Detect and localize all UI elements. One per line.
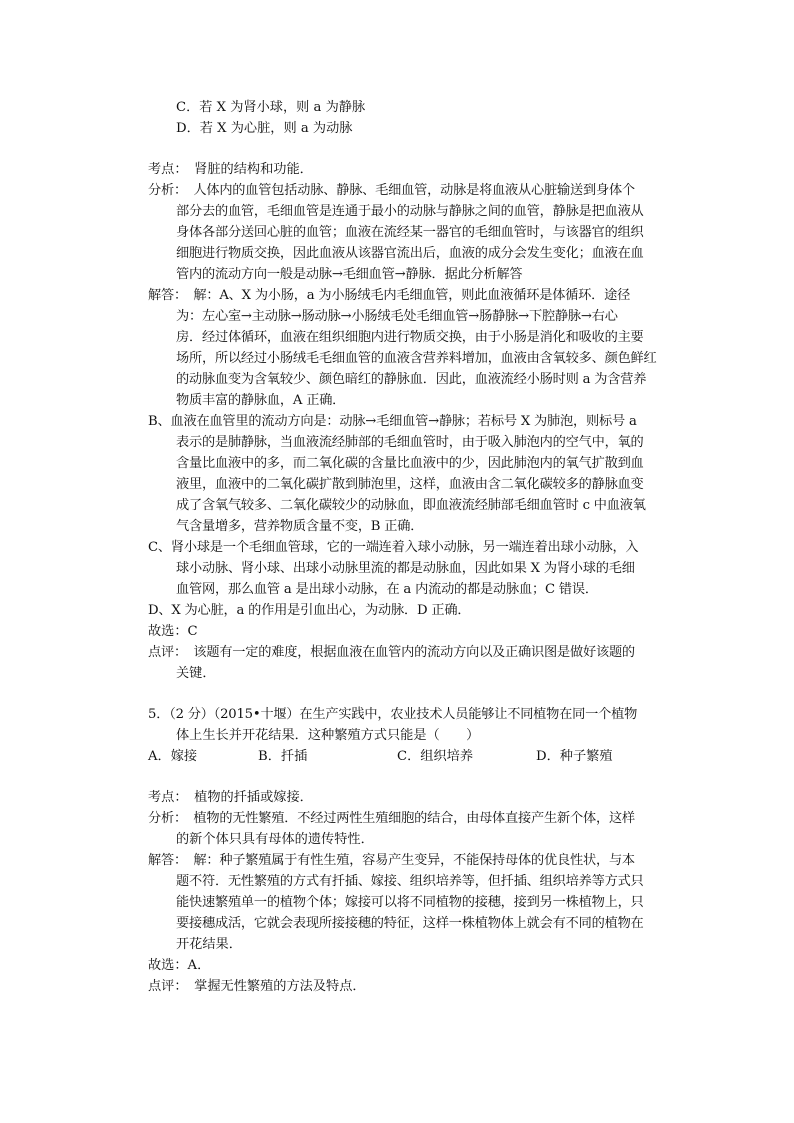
q5-jieda-line-3: 能快速繁殖单一的植物个体；嫁接可以将不同植物的接穗，接到另一株植物上，只	[176, 895, 644, 910]
q4-jieda-line-3: 房．经过体循环，血液在组织细胞内进行物质交换，由于小肠是消化和吸收的主要	[176, 330, 644, 345]
q5-kaodian: 考点： 植物的扦插或嫁接．	[148, 790, 313, 805]
q4-fenxi-line-1: 分析： 人体内的血管包括动脉、静脉、毛细血管，动脉是将血液从心脏输送到身体个	[148, 183, 635, 198]
q4-option-d: D．若 X 为心脏，则 a 为动脉	[176, 121, 353, 136]
q5-guxuan: 故选：A．	[148, 958, 211, 973]
q5-stem-line-1: 5．（2 分）（2015•十堰）在生产实践中，农业技术人员能够让不同植物在同一个植物	[148, 707, 638, 722]
q4-jieda-line-6: 物质丰富的静脉血，A 正确．	[176, 393, 346, 408]
q5-option-c: C．组织培养	[397, 749, 474, 764]
q5-jieda-line-5: 开花结果．	[176, 937, 242, 952]
q4-fenxi-line-4: 细胞进行物质交换，因此血液从该器官流出后，血液的成分会发生变化；血液在血	[176, 246, 644, 261]
q5-jieda-line-4: 要接穗成活，它就会表现所接接穗的特征，这样一株植物体上就会有不同的植物在	[176, 916, 644, 931]
q4-jieda-line-8: 表示的是肺静脉，当血液流经肺部的毛细血管时，由于吸入肺泡内的空气中，氧的	[176, 435, 644, 450]
q4-option-c: C．若 X 为肾小球，则 a 为静脉	[176, 100, 366, 115]
q4-jieda-line-7: B、血液在血管里的流动方向是：动脉→毛细血管→静脉；若标号 X 为肺泡，则标号 a	[148, 414, 637, 429]
q4-kaodian: 考点： 肾脏的结构和功能．	[148, 162, 313, 177]
q5-option-d: D．种子繁殖	[536, 749, 613, 764]
q5-fenxi-line-1: 分析： 植物的无性繁殖．不经过两性生殖细胞的结合，由母体直接产生新个体，这样	[148, 811, 635, 826]
q4-fenxi-line-2: 部分去的血管，毛细血管是连通于最小的动脉与静脉之间的血管，静脉是把血液从	[176, 204, 644, 219]
q5-fenxi-line-2: 的新个体只具有母体的遗传特性．	[176, 832, 374, 847]
q4-dianping-line-1: 点评： 该题有一定的难度，根据血液在血管内的流动方向以及正确识图是做好该题的	[148, 645, 635, 660]
q4-jieda-line-11: 成了含氧气较多、二氧化碳较少的动脉血，即血液流经肺部毛细血管时 c 中血液氧	[176, 498, 646, 513]
q4-jieda-line-4: 场所，所以经过小肠绒毛毛细血管的血液含营养料增加，血液由含氧较多、颜色鲜红	[176, 351, 657, 366]
q5-stem-line-2: 体上生长并开花结果．这种繁殖方式只能是（ ）	[176, 728, 480, 743]
q5-option-a: A．嫁接	[148, 749, 198, 764]
q4-fenxi-line-5: 管内的流动方向一般是动脉→毛细血管→静脉．据此分析解答	[176, 267, 523, 282]
q4-guxuan: 故选：C	[148, 624, 198, 639]
q4-jieda-line-15: 血管网，那么血管 a 是出球小动脉，在 a 内流动的都是动脉血；C 错误．	[176, 582, 598, 597]
q5-jieda-line-2: 题不符．无性繁殖的方式有扦插、嫁接、组织培养等，但扦插、组织培养等方式只	[176, 874, 644, 889]
q4-jieda-line-1: 解答： 解：A、X 为小肠，a 为小肠绒毛内毛细血管，则此血液循环是体循环．途径	[148, 288, 631, 303]
q4-jieda-line-13: C、肾小球是一个毛细血管球，它的一端连着入球小动脉，另一端连着出球小动脉，入	[148, 540, 639, 555]
q4-jieda-line-2: 为：左心室→主动脉→肠动脉→小肠绒毛处毛细血管→肠静脉→下腔静脉→右心	[176, 309, 618, 324]
q5-dianping: 点评： 掌握无性繁殖的方法及特点．	[148, 979, 366, 994]
q4-dianping-line-2: 关键．	[176, 666, 216, 681]
q4-jieda-line-16: D、X 为心脏，a 的作用是引血出心，为动脉．D 正确．	[148, 603, 471, 618]
q5-option-b: B．扦插	[258, 749, 308, 764]
q4-jieda-line-5: 的动脉血变为含氧较少、颜色暗红的静脉血．因此，血液流经小肠时则 a 为含营养	[176, 372, 647, 387]
q4-jieda-line-14: 球小动脉、肾小球、出球小动脉里流的都是动脉血，因此如果 X 为肾小球的毛细	[176, 561, 635, 576]
q4-jieda-line-12: 气含量增多，营养物质含量不变，B 正确．	[176, 519, 424, 534]
q5-jieda-line-1: 解答： 解：种子繁殖属于有性生殖，容易产生变异，不能保持母体的优良性状，与本	[148, 853, 635, 868]
q4-jieda-line-9: 含量比血液中的多，而二氧化碳的含量比血液中的少，因此肺泡内的氧气扩散到血	[176, 456, 644, 471]
q4-fenxi-line-3: 身体各部分送回心脏的血管；血液在流经某一器官的毛细血管时，与该器官的组织	[176, 225, 644, 240]
q4-jieda-line-10: 液里，血液中的二氧化碳扩散到肺泡里，这样，血液由含二氧化碳较多的静脉血变	[176, 477, 644, 492]
